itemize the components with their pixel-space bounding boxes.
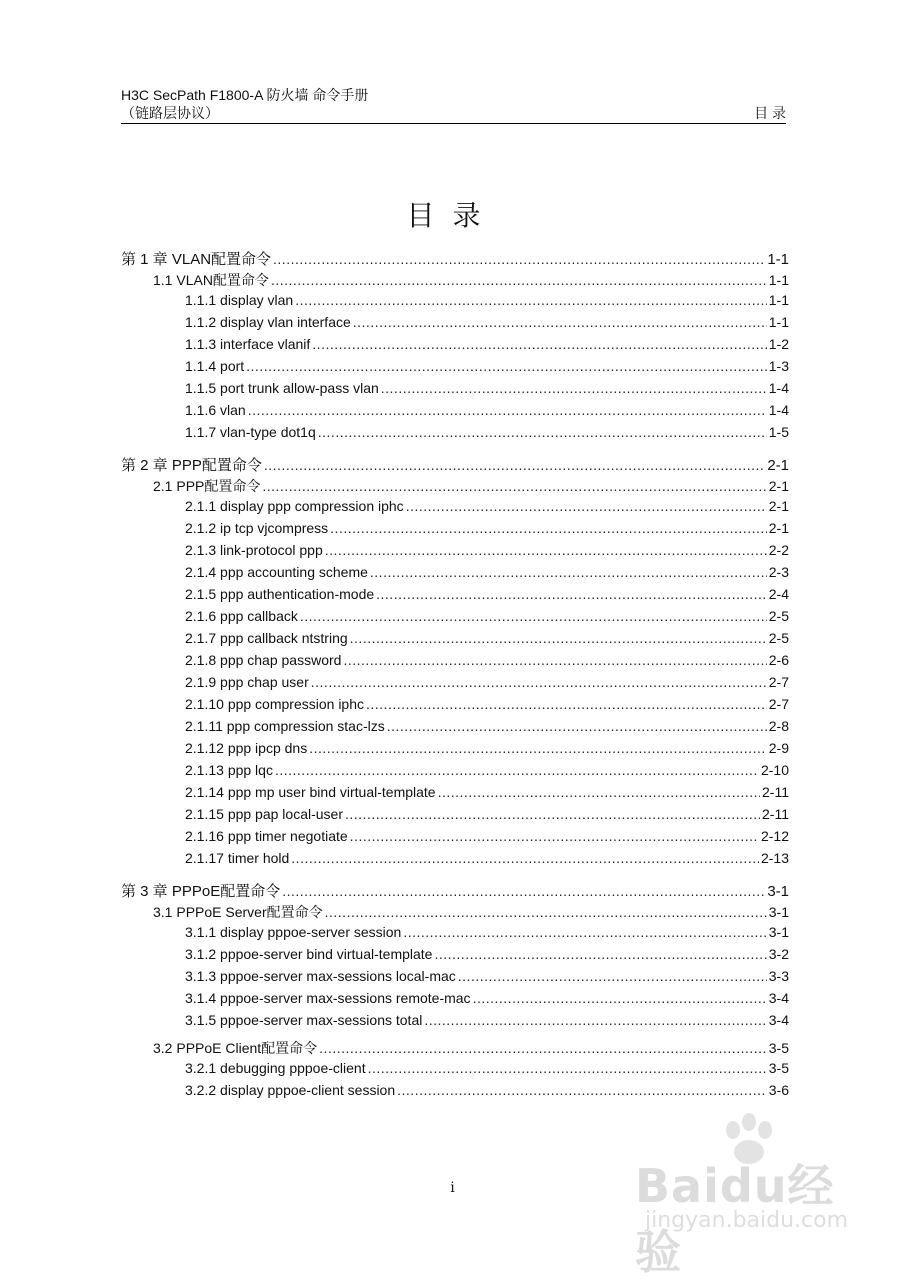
toc-entry[interactable] [121,850,789,872]
toc-entry-page: 1-5 [768,424,789,440]
toc-entry-page: 3-5 [768,1040,789,1056]
toc-entry-title: 2.1.5 ppp authentication-mode [185,586,375,602]
toc-leader-dots [271,272,767,288]
toc-entry-page: 1-1 [768,292,789,308]
toc-entry[interactable] [121,652,789,674]
toc-entry-page: 3-1 [768,904,789,920]
toc-leader-dots [311,674,767,690]
page-number: i [450,1180,455,1196]
toc-entry[interactable] [121,806,789,828]
toc-entry-title: 1.1.4 port [185,358,245,374]
toc-entry[interactable] [121,402,789,424]
toc-entry[interactable] [121,476,789,498]
header-subline [121,104,786,122]
toc-entry-page: 2-6 [768,652,789,668]
toc-entry[interactable] [121,1082,789,1104]
toc-entry[interactable] [121,586,789,608]
toc-entry-title: 1.1.5 port trunk allow-pass vlan [185,380,379,396]
toc-leader-dots [300,608,767,624]
toc-entry-page: 2-1 [768,498,789,514]
toc-entry[interactable] [121,924,789,946]
toc-entry[interactable] [121,520,789,542]
toc-entry[interactable] [121,902,789,924]
toc-leader-dots [406,498,767,514]
toc-leader-dots [397,1082,767,1098]
toc-entry[interactable] [121,740,789,762]
toc-entry-title: 2.1.10 ppp compression iphc [185,696,364,712]
toc-entry-title: 2.1.13 ppp lqc [185,762,273,778]
toc-entry-title: 2.1.2 ip tcp vjcompress [185,520,329,536]
toc-entry-title: 2.1.14 ppp mp user bind virtual-template [185,784,436,800]
toc-leader-dots [295,292,767,308]
toc-entry-title: 1.1.7 vlan-type dot1q [185,424,316,440]
toc-leader-dots [350,630,767,646]
toc-entry[interactable] [121,1012,789,1034]
toc-entry[interactable] [121,454,789,476]
toc-leader-dots [438,784,760,800]
toc-entry-page: 1-4 [768,380,789,396]
watermark-brand: Baidu经验 [635,1159,835,1279]
toc-leader-dots [325,904,767,920]
toc-entry[interactable] [121,1038,789,1060]
toc-entry-page: 3-3 [768,968,789,984]
toc-entry-page: 1-3 [768,358,789,374]
toc-entry[interactable] [121,380,789,402]
toc-leader-dots [370,564,767,580]
toc-leader-dots [312,336,766,352]
toc-entry-page: 2-10 [760,762,789,778]
section-label: 目 录 [754,105,786,121]
toc-leader-dots [381,380,767,396]
toc-entry[interactable] [121,358,789,380]
toc-leader-dots [325,542,767,558]
toc-entry-title: 1.1.3 interface vlanif [185,336,311,352]
toc-entry-title: 1.1.1 display vlan [185,292,294,308]
toc-entry-title: 2.1.1 display ppp compression iphc [185,498,404,514]
toc-leader-dots [366,696,767,712]
table-of-contents [121,248,789,1104]
toc-entry-page: 3-1 [768,924,789,940]
toc-leader-dots [318,424,767,440]
toc-entry-page: 1-1 [767,251,789,268]
toc-entry-title: 3.1.1 display pppoe-server session [185,924,402,940]
toc-leader-dots [246,358,767,374]
toc-entry-page: 3-1 [767,883,789,900]
toc-entry-title: 3.2 PPPoE Client配置命令 [153,1040,318,1056]
toc-entry-page: 2-1 [768,478,789,494]
toc-entry[interactable] [121,828,789,850]
toc-entry-page: 3-6 [768,1082,789,1098]
toc-entry-title: 2.1.12 ppp ipcp dns [185,740,308,756]
toc-entry[interactable] [121,1060,789,1082]
toc-leader-dots [424,1012,766,1028]
toc-entry[interactable] [121,696,789,718]
manual-subtitle: （链路层协议） [121,105,219,121]
toc-entry[interactable] [121,542,789,564]
toc-entry-page: 2-1 [767,457,789,474]
toc-entry[interactable] [121,498,789,520]
header-rule [121,123,786,124]
toc-entry[interactable] [121,968,789,990]
toc-entry[interactable] [121,784,789,806]
toc-entry[interactable] [121,674,789,696]
toc-entry-page: 2-11 [762,806,789,822]
toc-leader-dots [264,457,765,473]
toc-leader-dots [291,850,759,866]
toc-entry-title: 2.1.9 ppp chap user [185,674,309,690]
toc-entry-page: 2-12 [760,828,789,844]
toc-entry-page: 2-2 [768,542,789,558]
toc-entry-title: 2.1.15 ppp pap local-user [185,806,343,822]
toc-leader-dots [343,652,766,668]
toc-entry-page: 3-5 [768,1060,789,1076]
toc-leader-dots [330,520,767,536]
toc-entry-page: 2-7 [768,674,789,690]
toc-entry-page: 2-9 [768,740,789,756]
toc-leader-dots [319,1040,767,1056]
toc-entry-page: 2-13 [760,850,789,866]
toc-entry-title: 3.1.3 pppoe-server max-sessions local-mac [185,968,456,984]
toc-entry-title: 3.2.2 display pppoe-client session [185,1082,396,1098]
toc-entry-title: 2.1.17 timer hold [185,850,290,866]
toc-leader-dots [473,990,767,1006]
toc-entry[interactable] [121,718,789,740]
toc-entry-title: 第 1 章 VLAN配置命令 [121,251,272,268]
toc-entry[interactable] [121,990,789,1012]
toc-leader-dots [403,924,766,940]
toc-entry-page: 3-4 [768,990,789,1006]
toc-leader-dots [345,806,760,822]
toc-entry-page: 1-1 [768,314,789,330]
toc-entry-page: 2-3 [768,564,789,580]
toc-leader-dots [248,402,767,418]
toc-leader-dots [434,946,766,962]
toc-entry[interactable] [121,292,789,314]
toc-entry[interactable] [121,248,789,270]
toc-entry[interactable] [121,424,789,446]
toc-entry-title: 3.1 PPPoE Server配置命令 [153,904,323,920]
toc-entry-title: 2.1.16 ppp timer negotiate [185,828,348,844]
watermark-site: jingyan.baidu.com [645,1208,849,1233]
toc-entry[interactable] [121,564,789,586]
page-title: 目录 [406,198,499,232]
toc-entry-page: 2-11 [762,784,789,800]
toc-leader-dots [376,586,767,602]
toc-entry-title: 第 3 章 PPPoE配置命令 [121,883,281,900]
toc-entry-title: 2.1.8 ppp chap password [185,652,342,668]
toc-entry-title: 1.1.2 display vlan interface [185,314,351,330]
toc-leader-dots [273,251,765,267]
toc-entry-title: 2.1 PPP配置命令 [153,478,261,494]
toc-leader-dots [458,968,767,984]
toc-entry-page: 2-5 [768,608,789,624]
toc-entry-title: 3.1.2 pppoe-server bind virtual-template [185,946,433,962]
toc-entry-page: 2-1 [768,520,789,536]
toc-leader-dots [353,314,767,330]
toc-entry-page: 2-8 [768,718,789,734]
toc-entry-page: 1-2 [768,336,789,352]
toc-entry-page: 3-2 [768,946,789,962]
toc-entry-title: 2.1.3 link-protocol ppp [185,542,323,558]
toc-entry-title: 3.1.5 pppoe-server max-sessions total [185,1012,423,1028]
toc-leader-dots [350,828,759,844]
toc-entry[interactable] [121,880,789,902]
toc-leader-dots [309,740,767,756]
toc-entry[interactable] [121,946,789,968]
toc-entry-title: 第 2 章 PPP配置命令 [121,457,262,474]
toc-entry[interactable] [121,630,789,652]
toc-entry-title: 2.1.11 ppp compression stac-lzs [185,718,385,734]
toc-entry-page: 1-4 [768,402,789,418]
toc-entry-title: 1.1 VLAN配置命令 [153,272,269,288]
toc-entry[interactable] [121,314,789,336]
toc-entry-title: 3.1.4 pppoe-server max-sessions remote-mac [185,990,471,1006]
toc-entry-page: 3-4 [768,1012,789,1028]
toc-entry[interactable] [121,336,789,358]
toc-entry-page: 2-4 [768,586,789,602]
toc-leader-dots [262,478,766,494]
toc-entry-page: 2-5 [768,630,789,646]
toc-entry-title: 3.2.1 debugging pppoe-client [185,1060,366,1076]
manual-title: H3C SecPath F1800-A 防火墙 命令手册 [121,87,369,103]
toc-leader-dots [275,762,759,778]
toc-entry-title: 2.1.4 ppp accounting scheme [185,564,368,580]
toc-leader-dots [387,718,767,734]
page-header [121,86,786,124]
toc-entry-page: 1-1 [768,272,789,288]
watermark [635,1150,849,1279]
toc-entry[interactable] [121,608,789,630]
toc-leader-dots [368,1060,767,1076]
toc-entry-title: 1.1.6 vlan [185,402,246,418]
toc-entry[interactable] [121,270,789,292]
toc-entry-title: 2.1.6 ppp callback [185,608,298,624]
toc-entry-title: 2.1.7 ppp callback ntstring [185,630,348,646]
toc-entry-page: 2-7 [768,696,789,712]
toc-leader-dots [282,883,765,899]
toc-entry[interactable] [121,762,789,784]
